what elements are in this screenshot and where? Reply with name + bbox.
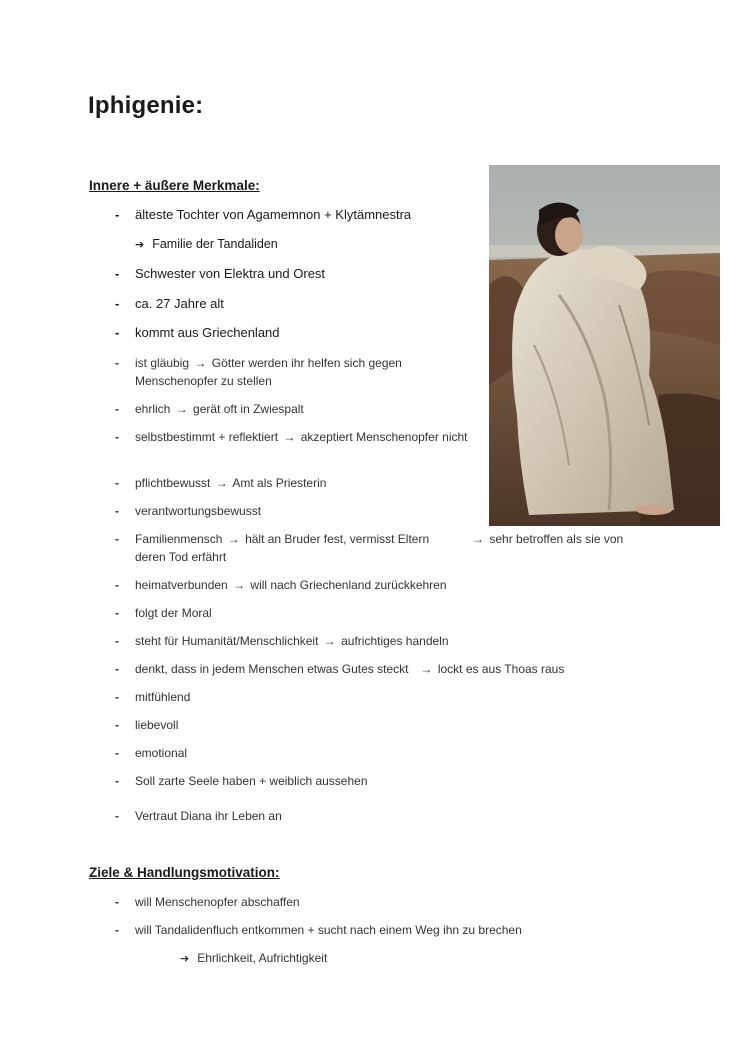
list-item-text: steht für Humanität/Menschlichkeit → aufrichtiges handeln [135,634,449,648]
list-item-text: Familienmensch → hält an Bruder fest, vermisst Eltern [135,532,430,546]
arrow-icon: → [420,662,433,676]
list-item-text: will Tandalidenfluch entkommen + sucht nach einem Weg ihn zu brechen [135,923,522,937]
list-item-text: ehrlich → gerät oft in Zwiespalt [135,402,304,416]
list-item-extra: → sehr betroffen als sie von [472,532,624,546]
list-item-text: emotional [135,746,188,760]
list-item-text: ist gläubig → Götter werden ihr helfen sich gegen Menschenopfer zu stellen [135,356,402,388]
bullet-dash: - [115,430,119,444]
arrow-icon: → [194,356,207,370]
bullet-dash: - [115,606,119,620]
bullet-dash: - [115,923,119,937]
arrow-icon: → [227,532,240,546]
list-item-text: Soll zarte Seele haben + weiblich aussehen [135,774,368,788]
painting-image [489,165,720,526]
list-item-text: selbstbestimmt + reflektiert → akzeptiert Menschenopfer nicht [135,430,468,444]
arrow-icon: → [175,402,188,416]
bullet-dash: - [115,266,120,281]
list-item-text: Schwester von Elektra und Orest [135,266,326,281]
bullet-dash: - [115,356,119,370]
sub-arrow-text: Ehrlichkeit, Aufrichtigkeit [197,951,328,965]
bullet-dash: - [115,402,119,416]
arrow-right-icon: ➔ [135,239,145,251]
arrow-icon: → [472,532,484,546]
list-item-text: will Menschenopfer abschaffen [135,895,300,909]
list-item-text: kommt aus Griechenland [135,325,280,340]
list-item-text: verantwortungsbewusst [135,504,262,518]
list-item-text: denkt, dass in jedem Menschen etwas Gutes steckt → lockt es aus Thoas raus [135,662,565,676]
painting-iphigenie [489,165,720,526]
list-item-continuation: deren Tod erfährt [135,550,227,564]
page-title: Iphigenie: [88,92,204,119]
bullet-dash: - [115,504,119,518]
bullet-dash: - [115,718,119,732]
arrow-icon: → [215,476,228,490]
list-item [115,530,675,566]
list-item-text: ca. 27 Jahre alt [135,296,224,311]
bullet-dash: - [115,809,119,823]
arrow-icon: → [233,578,246,592]
bullet-dash: - [115,207,120,222]
arrow-icon: → [283,430,296,444]
sub-arrow-text: Familie der Tandaliden [152,237,278,251]
bullet-dash: - [115,476,119,490]
bullet-dash: - [115,578,119,592]
list-item-text: liebevoll [135,718,179,732]
section-heading-traits: Innere + äußere Merkmale: [89,178,260,193]
bullet-dash: - [115,296,120,311]
arrow-right-icon: ➔ [180,953,190,965]
bullet-dash: - [115,774,119,788]
bullet-dash: - [115,662,119,676]
list-item-text: mitfühlend [135,690,191,704]
sub-arrow-item [135,235,278,254]
bullet-dash: - [115,895,119,909]
bullet-dash: - [115,690,119,704]
list-item-text: pflichtbewusst → Amt als Priesterin [135,476,327,490]
bullet-dash: - [115,325,120,340]
list-item-text: Vertraut Diana ihr Leben an [135,809,282,823]
list-item-text: folgt der Moral [135,606,212,620]
bullet-dash: - [115,532,119,546]
bullet-dash: - [115,746,119,760]
list-item-text: heimatverbunden → will nach Griechenland zurückkehren [135,578,447,592]
section-heading-goals: Ziele & Handlungsmotivation: [89,865,280,880]
sub-arrow-item [180,949,327,968]
bullet-dash: - [115,634,119,648]
list-item-text: älteste Tochter von Agamemnon + Klytämnestra [135,207,412,222]
arrow-icon: → [323,634,336,648]
